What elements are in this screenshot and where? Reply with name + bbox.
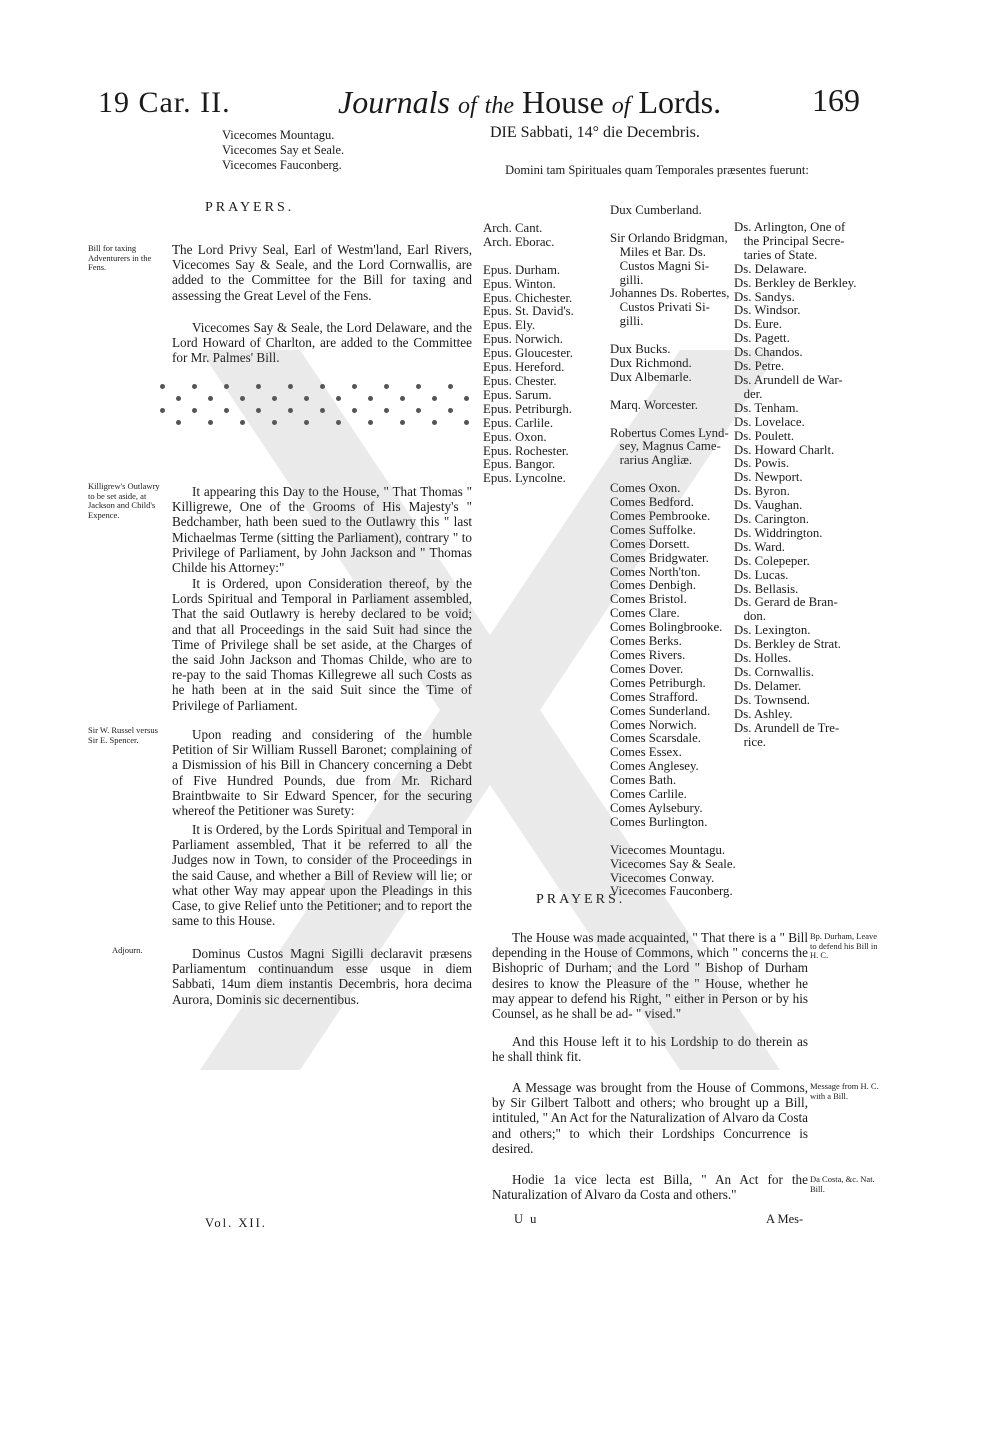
divider-dot: [240, 420, 245, 425]
paragraph-adjournment: Dominus Custos Magni Sigilli declaravit præsens Parliamentum continuandum esse usque in diem Sabbati, 14um diem instantis Decembris, hora decima Aurora, Dominis sic decernentibus.: [172, 946, 472, 1007]
paragraph-durham-leave: And this House left it to his Lordship to do therein as he shall think fit.: [492, 1034, 808, 1065]
margin-note-durham: Bp. Durham, Leave to defend his Bill in H. C.: [810, 931, 878, 960]
divider-dot: [192, 384, 197, 389]
footer-signature: U u: [514, 1212, 539, 1226]
paragraph-fens-committee: The Lord Privy Seal, Earl of Westm'land, Earl Rivers, Vicecomes Say & Seale, and the Lord Cornwallis, are added to the Committee for the Bill for taxing and assessing the Great Level of the Fens.: [172, 242, 472, 303]
divider-dot: [416, 408, 421, 413]
margin-note-adjourn: Adjourn.: [112, 945, 143, 955]
top-name: Vicecomes Mountagu.: [222, 128, 335, 142]
top-name: Vicecomes Fauconberg.: [222, 158, 342, 172]
divider-dot: [304, 396, 309, 401]
divider-dot: [384, 408, 389, 413]
divider-dot: [432, 420, 437, 425]
divider-dot: [320, 408, 325, 413]
divider-dot: [464, 420, 469, 425]
paragraph-killigrew-order: It is Ordered, upon Consideration thereof, by the Lords Spiritual and Temporal in Parliament assembled, That the said Outlawry is hereby declared to be void; and that all Proceedings in the said Suit had since the Time of Privilege shall be set aside, at the Charges of the said John Jackson and Thomas Childe, who are to re-pay to the said Thomas Killegrewe all such Costs as he hath been at in the said Suit since the Time of Privilege of Parliament.: [172, 576, 472, 713]
paragraph-message-commons: A Message was brought from the House of Commons, by Sir Gilbert Talbott and others; who brought up a Bill, intituled, " An Act for the Naturalization of Alvaro da Costa and others;" to which their Lordships Concurrence is desired.: [492, 1080, 808, 1156]
top-names-block: [222, 128, 452, 173]
divider-dot: [224, 384, 229, 389]
divider-dot: [256, 408, 261, 413]
divider-dot: [384, 384, 389, 389]
list-barons: Ds. Arlington, One of the Principal Secre- taries of State. Ds. Delaware. Ds. Berkley de Berkley. Ds. Sandys. Ds. Windsor. Ds. Eure. Ds. Pagett. Ds. Chandos. Ds. Petre. Ds. Arundell de War- der. Ds. Tenham. Ds. Lovelace. Ds. Poulett. Ds. Howard Charlt. Ds. Powis. Ds. Newport. Ds. Byron. Ds. Vaughan. Ds. Carington. Ds. Widdrington. Ds. Ward. Ds. Colepeper. Ds. Lucas. Ds. Bellasis. Ds. Gerard de Bran- don. Ds. Lexington. Ds. Berkley de Strat. Ds. Holles. Ds. Cornwallis. Ds. Delamer. Ds. Townsend. Ds. Ashley. Ds. Arundell de Tre- rice.: [734, 220, 857, 749]
paragraph-palmes-committee: Vicecomes Say & Seale, the Lord Delaware, and the Lord Howard of Charlton, are added to the Committee for Mr. Palmes' Bill.: [172, 320, 472, 366]
title-word-5: of: [611, 93, 631, 119]
divider-dot: [192, 408, 197, 413]
margin-note-fens: Bill for taxing Adventurers in the Fens.: [88, 243, 152, 272]
paragraph-russel-petition: Upon reading and considering of the humble Petition of Sir William Russell Baronet; complaining of a Dismission of his Bill in Chancery concerning a Debt of Five Hundred Pounds, due from Mr. Richard Braintbwaite to Sir Edward Spencer, for the securing whereof the Petitioner was Surety:: [172, 727, 472, 819]
margin-note-message: Message from H. C. with a Bill.: [810, 1081, 879, 1101]
divider-dot: [352, 384, 357, 389]
divider-dot: [416, 384, 421, 389]
divider-dot: [224, 408, 229, 413]
footer-catchword: A Mes-: [766, 1212, 804, 1226]
paragraph-durham-bill: The House was made acquainted, " That there is a " Bill depending in the House of Commons, which " concerns the Bishopric of Durham; and the Lord " Bishop of Durham desires to know the Pleasure of the " House, whether he may appear to defend his Right, " either in Person or by his Counsel, as he shall be ad- " vised.": [492, 930, 808, 1022]
prayers-heading-left: PRAYERS.: [205, 200, 295, 215]
date-heading: DIE Sabbati, 14° die Decembris.: [490, 124, 700, 141]
divider-dot: [464, 396, 469, 401]
divider-dot: [400, 420, 405, 425]
title-word-4: House: [522, 84, 604, 120]
divider-dot: [288, 384, 293, 389]
divider-dot: [400, 396, 405, 401]
list-dukes-earls: Dux Cumberland. Sir Orlando Bridgman, Miles et Bar. Ds. Custos Magni Si- gilli. Johannes Ds. Robertes, Custos Privati Si- gilli. Dux Bucks. Dux Richmond. Dux Albemarle. Marq. Worcester. Robertus Comes Lynd- sey, Magnus Came- rarius Angliæ. Comes Oxon. Comes Bedford. Comes Pembrooke. Comes Suffolke. Comes Dorsett. Comes Bridgwater. Comes North'ton. Comes Denbigh. Comes Bristol. Comes Clare. Comes Bolingbrooke. Comes Berks. Comes Rivers. Comes Dover. Comes Petriburgh. Comes Strafford. Comes Sunderland. Comes Norwich. Comes Scarsdale. Comes Essex. Comes Anglesey. Comes Bath. Comes Carlile. Comes Aylsebury. Comes Burlington. Vicecomes Mountagu. Vicecomes Say & Seale. Vicecomes Conway. Vicecomes Fauconberg.: [610, 203, 736, 899]
divider-dot: [272, 396, 277, 401]
prayers-heading-right: PRAYERS.: [536, 892, 626, 907]
asterisk-divider: [160, 384, 480, 434]
page-number: 169: [812, 82, 860, 118]
paragraph-first-reading: Hodie 1a vice lecta est Billa, " An Act for the Naturalization of Alvaro da Costa and others.": [492, 1172, 808, 1203]
title-word-6: Lords.: [638, 84, 722, 120]
list-bishops: Arch. Cant. Arch. Eborac. Epus. Durham. Epus. Winton. Epus. Chichester. Epus. St. David's. Epus. Ely. Epus. Norwich. Epus. Gloucester. Epus. Hereford. Epus. Chester. Epus. Sarum. Epus. Petriburgh. Epus. Carlile. Epus. Oxon. Epus. Rochester. Epus. Bangor. Epus. Lyncolne.: [483, 221, 574, 486]
margin-note-russel: Sir W. Russel versus Sir E. Spencer.: [88, 725, 158, 745]
divider-dot: [176, 396, 181, 401]
divider-dot: [256, 384, 261, 389]
title-word-2: of: [458, 93, 477, 119]
divider-dot: [288, 408, 293, 413]
divider-dot: [176, 420, 181, 425]
divider-dot: [304, 420, 309, 425]
divider-dot: [368, 396, 373, 401]
page-header-left: 19 Car. II.: [98, 86, 231, 119]
divider-dot: [336, 420, 341, 425]
divider-dot: [240, 396, 245, 401]
divider-dot: [432, 396, 437, 401]
margin-note-dacosta: Da Costa, &c. Nat. Bill.: [810, 1174, 875, 1194]
divider-dot: [368, 420, 373, 425]
page-header-title: [338, 84, 721, 121]
divider-dot: [336, 396, 341, 401]
divider-dot: [448, 384, 453, 389]
divider-dot: [448, 408, 453, 413]
margin-note-killigrew: Killigrew's Outlawry to be set aside, at Jackson and Child's Expence.: [88, 481, 160, 520]
divider-dot: [320, 384, 325, 389]
present-heading: Domini tam Spirituales quam Temporales præsentes fuerunt:: [505, 163, 809, 177]
divider-dot: [272, 420, 277, 425]
divider-dot: [208, 420, 213, 425]
divider-dot: [160, 384, 165, 389]
top-name: Vicecomes Say et Seale.: [222, 143, 345, 157]
paragraph-russel-order: It is Ordered, by the Lords Spiritual and Temporal in Parliament assembled, That it be referred to all the Judges now in Town, to consider of the Proceedings in the said Cause, and whether a Bill of Review will lie; or what other Way may appear upon the Pleadings in this Case, to give Relief unto the Petitioner; and to report the same to this House.: [172, 822, 472, 929]
divider-dot: [352, 408, 357, 413]
footer-volume: Vol. XII.: [205, 1216, 267, 1230]
divider-dot: [208, 396, 213, 401]
divider-dot: [160, 408, 165, 413]
title-word-3: the: [484, 93, 514, 119]
paragraph-killigrew-outlawry: It appearing this Day to the House, " That Thomas " Killigrewe, One of the Grooms of His Majesty's " Bedchamber, hath been sued to the Outlawry this " last Michaelmas Terme (sitting the Parliament), contrary " to Privilege of Parliament, by John Jackson and " Thomas Childe his Attorney:": [172, 484, 472, 576]
title-word-1: Journals: [338, 84, 450, 120]
